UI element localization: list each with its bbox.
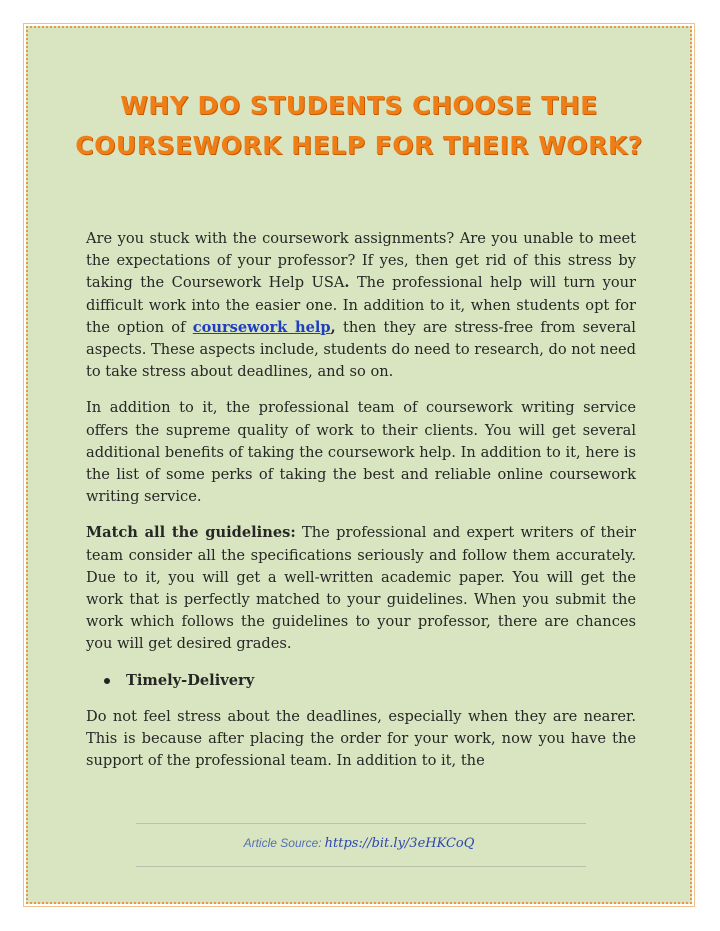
article-source — [28, 836, 690, 851]
document-page — [26, 26, 692, 904]
footer-divider-bottom — [136, 866, 586, 867]
source-link[interactable]: https://bit.ly/3eHKCoQ — [324, 836, 475, 851]
title-line-1: WHY DO STUDENTS CHOOSE THE — [120, 91, 598, 120]
source-label: Article Source: — [243, 836, 322, 850]
link-comma: , — [330, 318, 336, 336]
delivery-paragraph: Do not feel stress about the deadlines, especially when they are nearer. This is because after placing the order for your work, now you have the support of the professional team. In addition to it, the — [86, 707, 636, 770]
intro-text-1: Are you stuck with the coursework assignments? Are you unable to meet the expectations of your professor? If yes, then get rid of this stress by taking the Coursework Help USA — [86, 230, 636, 292]
bullet-icon — [104, 678, 110, 684]
coursework-help-link[interactable]: coursework help — [192, 318, 331, 336]
article-body — [86, 228, 636, 786]
page-title — [28, 86, 690, 166]
guidelines-text: The professional and expert writers of their team consider all the specifications seriously and follow them accurately. Due to it, you will get a well-written academic paper. You will get the work that is perfectly matched to your guidelines. When you submit the work which follows the guidelines to your professor, there are chances you will get desired grades. — [86, 524, 636, 653]
intro-paragraph — [86, 228, 636, 383]
bullet-label: Timely-Delivery — [126, 671, 255, 689]
benefits-paragraph: In addition to it, the professional team of coursework writing service offers the supreme quality of work to their clients. You will get several additional benefits of taking the coursework help. In addition to it, here is the list of some perks of taking the best and reliable online coursework writing service. — [86, 399, 636, 506]
footer-divider-top — [136, 823, 586, 824]
intro-period: . — [344, 274, 350, 292]
guidelines-lead: Match all the guidelines: — [86, 524, 296, 542]
guidelines-paragraph — [86, 522, 636, 655]
intro-text-3: then they are stress-free from several aspects. These aspects include, students do need to research, do not need to take stress about deadlines, and so on. — [86, 318, 636, 381]
title-line-2: COURSEWORK HELP FOR THEIR WORK? — [75, 131, 643, 160]
intro-text-2: The professional help will turn your difficult work into the easier one. In addition to it, when students opt for the option of — [86, 274, 636, 336]
list-item — [104, 670, 636, 692]
